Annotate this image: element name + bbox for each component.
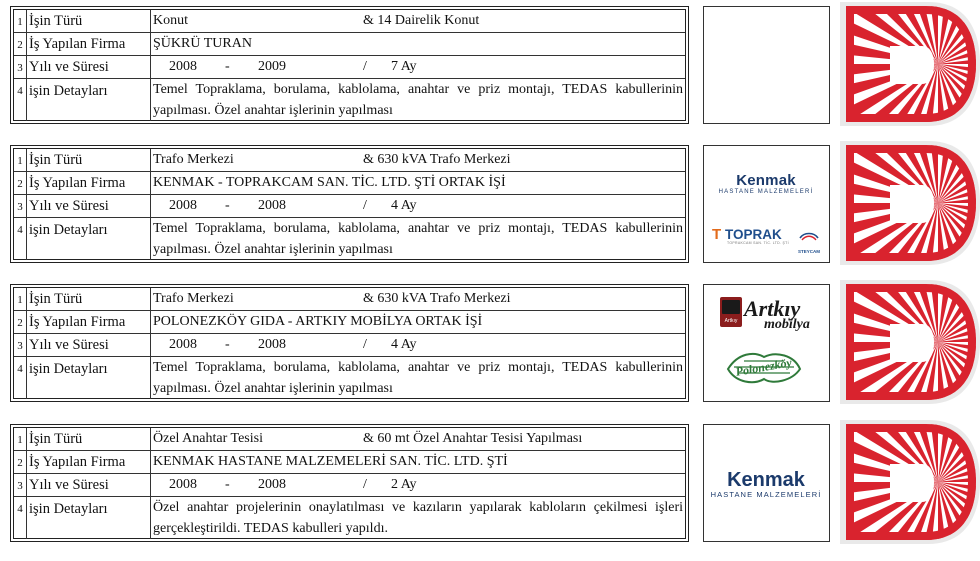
value-firm: ŞÜKRÜ TURAN — [153, 36, 252, 51]
work-description: & 14 Dairelik Konut — [363, 13, 480, 28]
row-number: 2 — [14, 33, 27, 55]
row-number: 3 — [14, 334, 27, 356]
value-details: Temel Topraklama, borulama, kablolama, anahtar ve priz montajı, TEDAS kabullerinin yapılması. Özel anahtar işlerinin yapılması — [153, 221, 683, 257]
year-dash: - — [225, 477, 230, 492]
d-letter-logo-icon — [838, 278, 980, 406]
client-logo-box — [703, 284, 830, 402]
value-year — [151, 195, 685, 217]
kenmak-logo — [704, 469, 828, 499]
row-details — [14, 218, 685, 260]
project-block — [0, 139, 980, 267]
duration-slash: / — [363, 59, 367, 74]
project-block — [0, 418, 980, 546]
year-start: 2008 — [169, 59, 197, 74]
label-details: işin Detayları — [27, 79, 151, 121]
label-firm: İş Yapılan Firma — [27, 311, 151, 333]
d-letter-logo-icon — [838, 0, 980, 128]
artkiy-badge-text: Artkıy — [724, 318, 738, 324]
value-year — [151, 56, 685, 78]
project-table — [10, 424, 689, 542]
row-details — [14, 357, 685, 399]
row-number: 2 — [14, 451, 27, 473]
label-type: İşin Türü — [27, 149, 151, 171]
row-number: 1 — [14, 10, 27, 32]
work-type: Özel Anahtar Tesisi — [153, 431, 263, 446]
work-type: Trafo Merkezi — [153, 291, 234, 306]
artkiy-logo-sub: mobilya — [764, 317, 810, 332]
label-firm: İş Yapılan Firma — [27, 451, 151, 473]
project-block — [0, 278, 980, 406]
duration: 2 Ay — [391, 477, 417, 492]
year-start: 2008 — [169, 198, 197, 213]
label-type: İşin Türü — [27, 428, 151, 450]
row-number: 2 — [14, 172, 27, 194]
project-table — [10, 6, 689, 124]
value-firm: KENMAK HASTANE MALZEMELERİ SAN. TİC. LTD. ŞTİ — [153, 454, 508, 469]
row-number: 3 — [14, 195, 27, 217]
row-number: 1 — [14, 428, 27, 450]
row-number: 3 — [14, 56, 27, 78]
label-year: Yılı ve Süresi — [27, 474, 151, 496]
client-logo-box — [703, 6, 830, 124]
row-number: 4 — [14, 79, 27, 121]
row-type — [14, 149, 685, 172]
toprak-logo-word: TOPRAK — [724, 227, 782, 242]
toprak-logo-t: T — [712, 226, 722, 243]
year-end: 2009 — [258, 59, 286, 74]
year-dash: - — [225, 198, 230, 213]
value-firm: KENMAK - TOPRAKCAM SAN. TİC. LTD. ŞTİ ORTAK İŞİ — [153, 175, 506, 190]
label-firm: İş Yapılan Firma — [27, 172, 151, 194]
kenmak-logo-word: Kenmak — [727, 469, 805, 491]
row-number: 2 — [14, 311, 27, 333]
row-number: 1 — [14, 149, 27, 171]
toprak-logo — [712, 226, 789, 245]
kenmak-logo-sub: HASTANE MALZEMELERİ — [718, 189, 814, 195]
work-type: Konut — [153, 13, 188, 28]
brand-tile — [838, 278, 980, 406]
work-description: & 630 kVA Trafo Merkezi — [363, 152, 511, 167]
duration: 4 Ay — [391, 337, 417, 352]
work-description: & 630 kVA Trafo Merkezi — [363, 291, 511, 306]
row-type — [14, 10, 685, 33]
row-number: 4 — [14, 218, 27, 260]
value-year — [151, 334, 685, 356]
brand-tile — [838, 139, 980, 267]
work-type: Trafo Merkezi — [153, 152, 234, 167]
duration-slash: / — [363, 198, 367, 213]
duration-slash: / — [363, 337, 367, 352]
brand-tile — [838, 0, 980, 128]
label-year: Yılı ve Süresi — [27, 195, 151, 217]
row-details — [14, 497, 685, 539]
value-type — [151, 10, 685, 32]
row-year — [14, 474, 685, 497]
kenmak-logo — [704, 172, 828, 195]
polonezkoy-logo-text: Polonezköy — [734, 355, 793, 379]
duration: 4 Ay — [391, 198, 417, 213]
label-year: Yılı ve Süresi — [27, 56, 151, 78]
row-firm — [14, 311, 685, 334]
project-table — [10, 284, 689, 402]
label-details: işin Detayları — [27, 357, 151, 399]
value-type — [151, 428, 685, 450]
polonezkoy-logo — [724, 349, 804, 387]
label-details: işin Detayları — [27, 218, 151, 260]
row-year — [14, 56, 685, 79]
work-description: & 60 mt Özel Anahtar Tesisi Yapılması — [363, 431, 583, 446]
value-year — [151, 474, 685, 496]
row-firm — [14, 451, 685, 474]
year-end: 2008 — [258, 477, 286, 492]
label-type: İşin Türü — [27, 288, 151, 310]
value-details: Temel Topraklama, borulama, kablolama, anahtar ve priz montajı, TEDAS kabullerinin yapılması. Özel anahtar işlerinin yapılması — [153, 360, 683, 396]
duration-slash: / — [363, 477, 367, 492]
year-start: 2008 — [169, 337, 197, 352]
label-type: İşin Türü — [27, 10, 151, 32]
row-type — [14, 288, 685, 311]
steycam-swirl-icon — [798, 230, 820, 244]
year-end: 2008 — [258, 198, 286, 213]
year-dash: - — [225, 59, 230, 74]
label-details: işin Detayları — [27, 497, 151, 539]
value-details: Temel Topraklama, borulama, kablolama, anahtar ve priz montajı, TEDAS kabullerinin yapılması. Özel anahtar işlerinin yapılması — [153, 82, 683, 118]
client-logo-box — [703, 424, 830, 542]
label-year: Yılı ve Süresi — [27, 334, 151, 356]
row-number: 4 — [14, 357, 27, 399]
year-dash: - — [225, 337, 230, 352]
steycam-logo-text: STEYCAM — [797, 249, 820, 254]
kenmak-logo-sub: HASTANE MALZEMELERİ — [710, 490, 822, 499]
d-letter-logo-icon — [838, 139, 980, 267]
value-type — [151, 288, 685, 310]
value-firm: POLONEZKÖY GIDA - ARTKIY MOBİLYA ORTAK İŞİ — [153, 314, 483, 329]
project-table — [10, 145, 689, 263]
row-firm — [14, 172, 685, 195]
row-year — [14, 195, 685, 218]
kenmak-logo-word: Kenmak — [736, 172, 796, 189]
value-details: Özel anahtar projelerinin onaylatılması ve kazıların yapılarak kabloların çekilmesi işleri gerçekleştirildi. TEDAS kabulleri yapıldı. — [153, 500, 683, 536]
artkiy-logo — [720, 295, 820, 335]
steycam-logo — [796, 230, 822, 254]
polonezkoy-leaf-icon — [724, 349, 804, 387]
row-firm — [14, 33, 685, 56]
year-end: 2008 — [258, 337, 286, 352]
row-details — [14, 79, 685, 121]
row-number: 4 — [14, 497, 27, 539]
row-number: 1 — [14, 288, 27, 310]
project-block — [0, 0, 980, 128]
row-number: 3 — [14, 474, 27, 496]
duration: 7 Ay — [391, 59, 417, 74]
row-year — [14, 334, 685, 357]
artkiy-logo-word: Artkıy — [744, 296, 801, 321]
d-letter-logo-icon — [838, 418, 980, 546]
label-firm: İş Yapılan Firma — [27, 33, 151, 55]
client-logo-box — [703, 145, 830, 263]
artkiy-badge-icon — [720, 297, 742, 327]
toprak-logo-sub: TOPRAKCAM SAN. TİC. LTD. ŞTİ — [727, 241, 789, 245]
year-start: 2008 — [169, 477, 197, 492]
row-type — [14, 428, 685, 451]
brand-tile — [838, 418, 980, 546]
value-type — [151, 149, 685, 171]
